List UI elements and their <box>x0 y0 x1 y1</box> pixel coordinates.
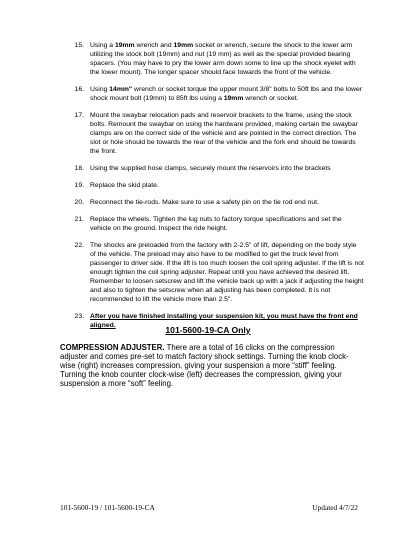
step-text-bold: 19mm <box>223 95 244 102</box>
step-text-segment: Using a <box>90 42 115 49</box>
paragraph-lead: COMPRESSION ADJUSTER. <box>60 343 165 352</box>
step-text <box>90 85 364 103</box>
step-number: 16. <box>74 86 84 93</box>
step-text-underlined: After you have finished installing your suspension kit, you must have the front end aligned. <box>90 313 358 329</box>
footer-updated-date: Updated 4/7/22 <box>312 503 358 512</box>
step-text: Replace the skid plate. <box>90 182 159 189</box>
step-20 <box>72 198 364 207</box>
step-number: 21. <box>74 216 84 223</box>
step-16 <box>72 85 364 103</box>
step-text-bold: 14mm" <box>109 86 133 93</box>
step-number: 22. <box>74 242 84 249</box>
paragraph-body: There are a total of 16 clicks on the compression adjuster and comes pre-set to match factory shock settings. Turning the knob clock-wise (right) increases compression, giving your suspension a more “stiff” feeling. Turning the knob counter clock-wise (left) decreases the compression, giving your suspension a more “soft” feeling. <box>60 343 349 388</box>
step-text: Replace the wheels. Tighten the lug nuts to factory torque specifications and set the vehicle on the ground. Inspect the ride height. <box>90 216 342 232</box>
step-21 <box>72 215 364 233</box>
step-number: 19. <box>74 182 84 189</box>
step-17 <box>72 111 364 156</box>
step-19 <box>72 181 364 190</box>
step-text-segment: Using <box>90 86 110 93</box>
step-text: Reconnect the tie-rods. Make sure to use a safety pin on the tie rod end nut. <box>90 199 319 206</box>
step-number: 18. <box>74 165 84 172</box>
step-22 <box>72 241 364 304</box>
step-18 <box>72 164 364 173</box>
step-text: Mount the swaybar relocation pads and reservoir brackets to the frame, using the stock bolts. Remount the swaybar on using the hardware provided, making certain the swaybar clamps are on the correct side of the vehicle and are pointed in the correct direction. The slot or hole should be towards the rear of the vehicle and the fork end should be towards the front. <box>90 112 358 155</box>
step-text-segment: socket or wrench, secure the shock to the lower arm utilizing the stock bolt (19mm) and nut (19 mm) as well as the special provided bearing spacers. (You may have to pry the lower arm down some to line up the shock eyelet with the lower mount). The longer spacer should face towards the front of the vehicle. <box>90 42 356 76</box>
step-text-bold: 19mm <box>173 42 194 49</box>
section-heading: 101-5600-19-CA Only <box>165 325 251 335</box>
step-text-segment: wrench or socket. <box>243 95 299 102</box>
step-text-segment: wrench and <box>134 42 174 49</box>
step-text <box>90 41 364 77</box>
step-text-bold: 19mm <box>114 42 135 49</box>
compression-adjuster-paragraph <box>60 343 360 388</box>
step-text: The shocks are preloaded from the factory with 2-2.5" of lift, depending on the body style of the vehicle. The preload may also have to be modified to get the truck level from passenger to driver side. If the lift is too much loosen the coil spring adjuster. If the lift is not enough tighten the coil spring adjuster. Repeat until you have achieved the desired lift. Remember to loosen setscrew and lift the vehicle back up with a jack if adjusting the height and also to tighten the setscrew when all adjusting has been completed. It is not recommended to lift the vehicle more than 2.5". <box>90 242 364 303</box>
step-number: 23. <box>74 313 84 320</box>
instruction-steps <box>72 41 364 338</box>
step-number: 17. <box>74 112 84 119</box>
step-number: 15. <box>74 42 84 49</box>
step-text: Using the supplied hose clamps, securely mount the reservoirs into the brackets <box>90 165 331 172</box>
step-number: 20. <box>74 199 84 206</box>
footer-part-numbers: 101-5600-19 / 101-5600-19-CA <box>60 503 155 512</box>
step-text-segment: wrench or socket torque the upper mount 3/8" bolts to 50ft lbs and the lower shock mount bolt (19mm) to 85ft lbs using a <box>90 86 363 102</box>
step-15 <box>72 41 364 77</box>
